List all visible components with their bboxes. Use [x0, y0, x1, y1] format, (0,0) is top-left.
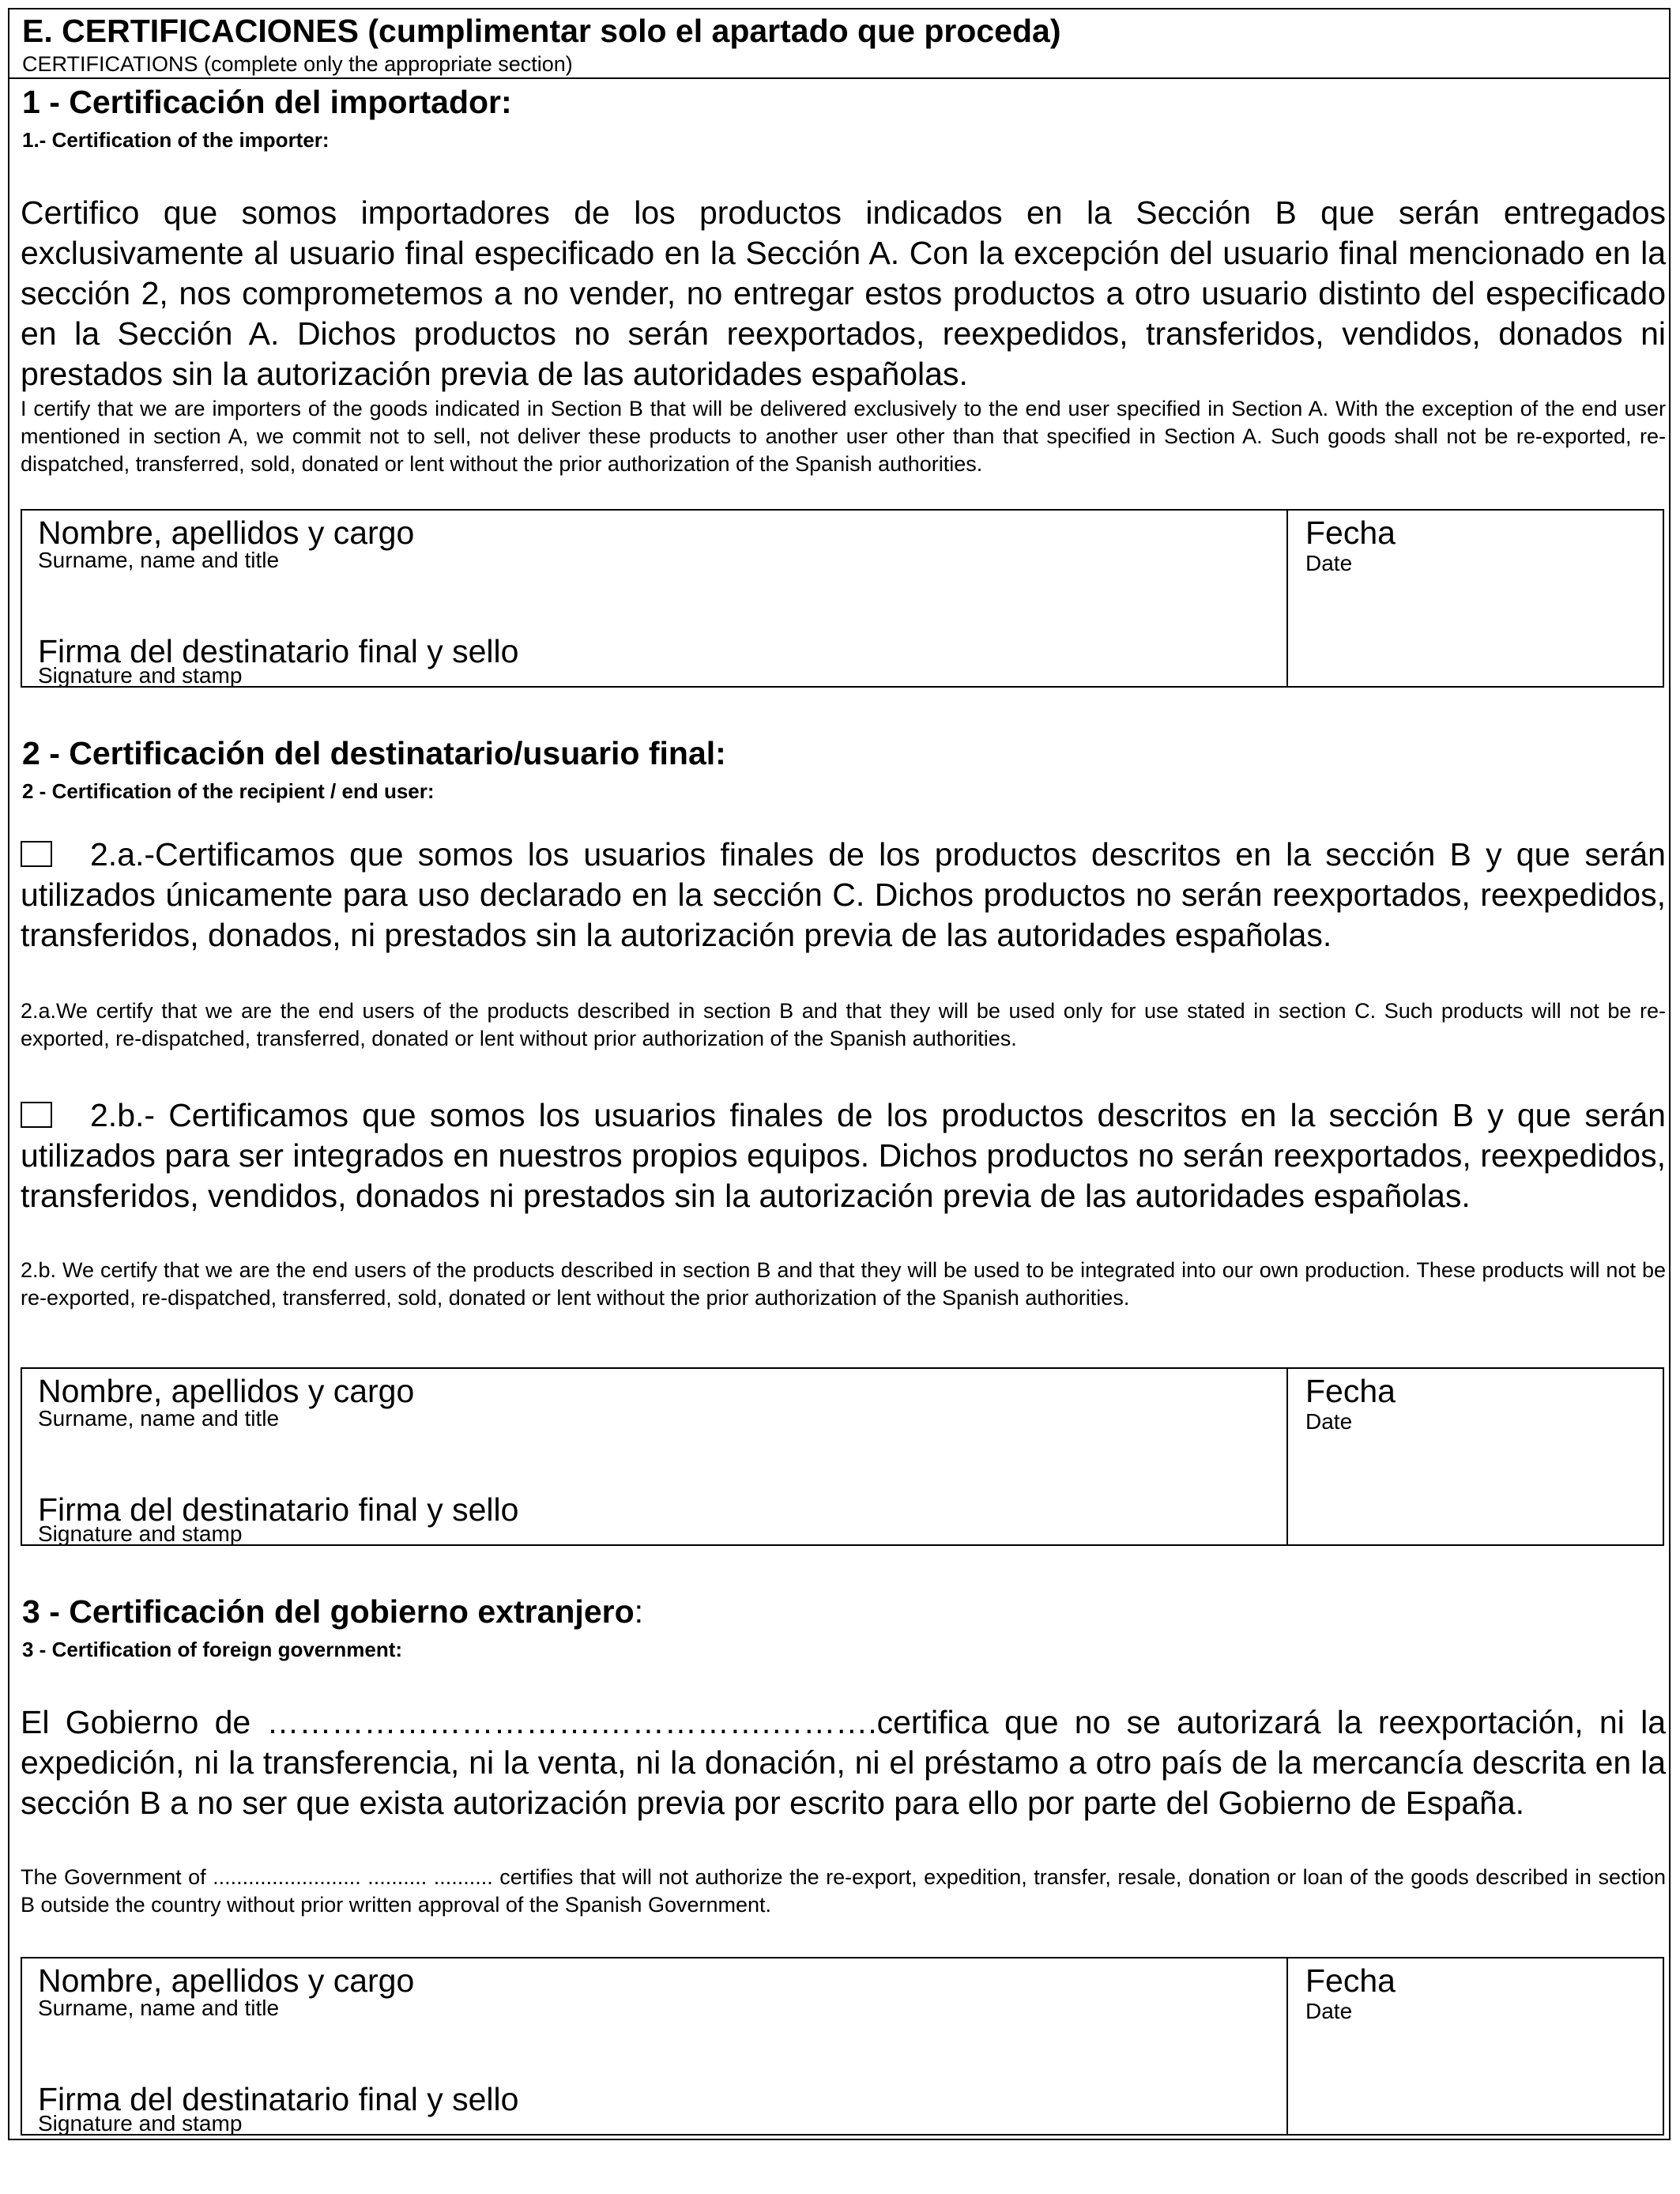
form-subtitle: CERTIFICATIONS (complete only the appropriate section)	[22, 52, 573, 76]
section1-text-es: Certifico que somos importadores de los productos indicados en la Sección B que serán entregados exclusivamente al usuario final especificado en la Sección A. Con la excepción del usuario final mencionado en la sección 2, nos comprometemos a no vender, no entregar estos productos a otro usuario distinto del especificado en la Sección A. Dichos productos no serán reexportados, reexpedidos, transferidos, vendidos, donados ni prestados sin la autorización previa de las autoridades españolas.	[21, 194, 1666, 392]
section3-text-es: El Gobierno de ………………………….…………….……….certifica que no se autorizará la reexportación, ni la expedición, ni la transferencia, ni la venta, ni la donación, ni el préstamo a otro país de la mercancía descrita en la sección B a no ser que exista autorización previa por escrito para ello por parte del Gobierno de España.	[21, 1704, 1666, 1821]
date-label: Fecha	[1305, 515, 1396, 551]
signature-label: Firma del destinatario final y sello	[38, 633, 519, 669]
section2-option-b-es	[21, 1095, 1666, 1216]
section3-signature-box[interactable]	[21, 1957, 1664, 2136]
section3-subtitle: 3 - Certification of foreign government:	[22, 1638, 403, 1661]
section2-option-a-es	[21, 835, 1666, 956]
section3-text-en: The Government of ......................... .......... .......... certifies that will not authorize the re-export, expedition, transfer, resale, donation or loan of the goods described in section B outside the country without prior written approval of the Spanish Government.	[21, 1865, 1666, 1917]
signature-divider	[1286, 1369, 1288, 1544]
name-label-en: Surname, name and title	[38, 548, 280, 572]
section2-subtitle: 2 - Certification of the recipient / end user:	[22, 779, 435, 803]
signature-label: Firma del destinatario final y sello	[38, 1491, 519, 1528]
section2-option-a-en: 2.a.We certify that we are the end users of the products described in section B and that they will be used only for use stated in section C. Such products will not be re-exported, re-dispatched, transferred, donated or lent without prior authorization of the Spanish authorities.	[21, 999, 1666, 1050]
name-label: Nombre, apellidos y cargo	[38, 1962, 415, 1999]
signature-divider	[1286, 1958, 1288, 2134]
name-label: Nombre, apellidos y cargo	[38, 515, 415, 551]
signature-label-en: Signature and stamp	[38, 663, 243, 688]
date-label-en: Date	[1305, 551, 1353, 575]
section2-signature-box[interactable]	[21, 1367, 1664, 1546]
date-label: Fecha	[1305, 1962, 1396, 1999]
signature-label-en: Signature and stamp	[38, 2111, 243, 2136]
section3-title-colon: :	[634, 1593, 644, 1630]
form-title: E. CERTIFICACIONES (cumplimentar solo el apartado que proceda)	[22, 13, 1061, 49]
section2-option-b-en: 2.b. We certify that we are the end users of the products described in section B and that they will be used to be integrated into our own production. These products will not be re-exported, re-dispatched, transferred, sold, donated or lent without the prior authorization of the Spanish authorities.	[21, 1258, 1666, 1310]
signature-label-en: Signature and stamp	[38, 1521, 243, 1546]
name-label-en: Surname, name and title	[38, 1996, 280, 2020]
date-label-en: Date	[1305, 1999, 1353, 2023]
section3-title-text: 3 - Certificación del gobierno extranjero	[22, 1593, 635, 1630]
date-label: Fecha	[1305, 1373, 1396, 1409]
option-a-text: 2.a.-Certificamos que somos los usuarios finales de los productos descritos en la sección B y que serán utilizados únicamente para uso declarado en la sección C. Dichos productos no serán reexportados, reexpedidos, transferidos, donados, ni prestados sin la autorización previa de las autoridades españolas.	[21, 836, 1666, 953]
section1-text-en: I certify that we are importers of the goods indicated in Section B that will be delivered exclusively to the end user specified in Section A. With the exception of the end user mentioned in section A, we commit not to sell, not deliver these products to another user other than that specified in Section A. Such goods shall not be re-exported, re-dispatched, transferred, sold, donated or lent without the prior authorization of the Spanish authorities.	[21, 397, 1666, 476]
section1-signature-box[interactable]	[21, 509, 1664, 688]
form-header	[9, 9, 1669, 79]
option-b-checkbox[interactable]	[21, 1102, 52, 1128]
section3-title	[22, 1593, 643, 1630]
section2-title: 2 - Certificación del destinatario/usuario final:	[22, 735, 726, 771]
signature-divider	[1286, 511, 1288, 686]
section1-title: 1 - Certificación del importador:	[22, 84, 512, 120]
option-b-text: 2.b.- Certificamos que somos los usuarios finales de los productos descritos en la sección B y que serán utilizados para ser integrados en nuestros propios equipos. Dichos productos no serán reexportados, reexpedidos, transferidos, vendidos, donados ni prestados sin la autorización previa de las autoridades españolas.	[21, 1097, 1666, 1214]
certifications-form	[8, 8, 1671, 2140]
date-label-en: Date	[1305, 1409, 1353, 1434]
section1-subtitle: 1.- Certification of the importer:	[22, 128, 330, 152]
name-label: Nombre, apellidos y cargo	[38, 1373, 415, 1409]
name-label-en: Surname, name and title	[38, 1406, 280, 1431]
option-a-checkbox[interactable]	[21, 841, 52, 867]
signature-label: Firma del destinatario final y sello	[38, 2081, 519, 2117]
